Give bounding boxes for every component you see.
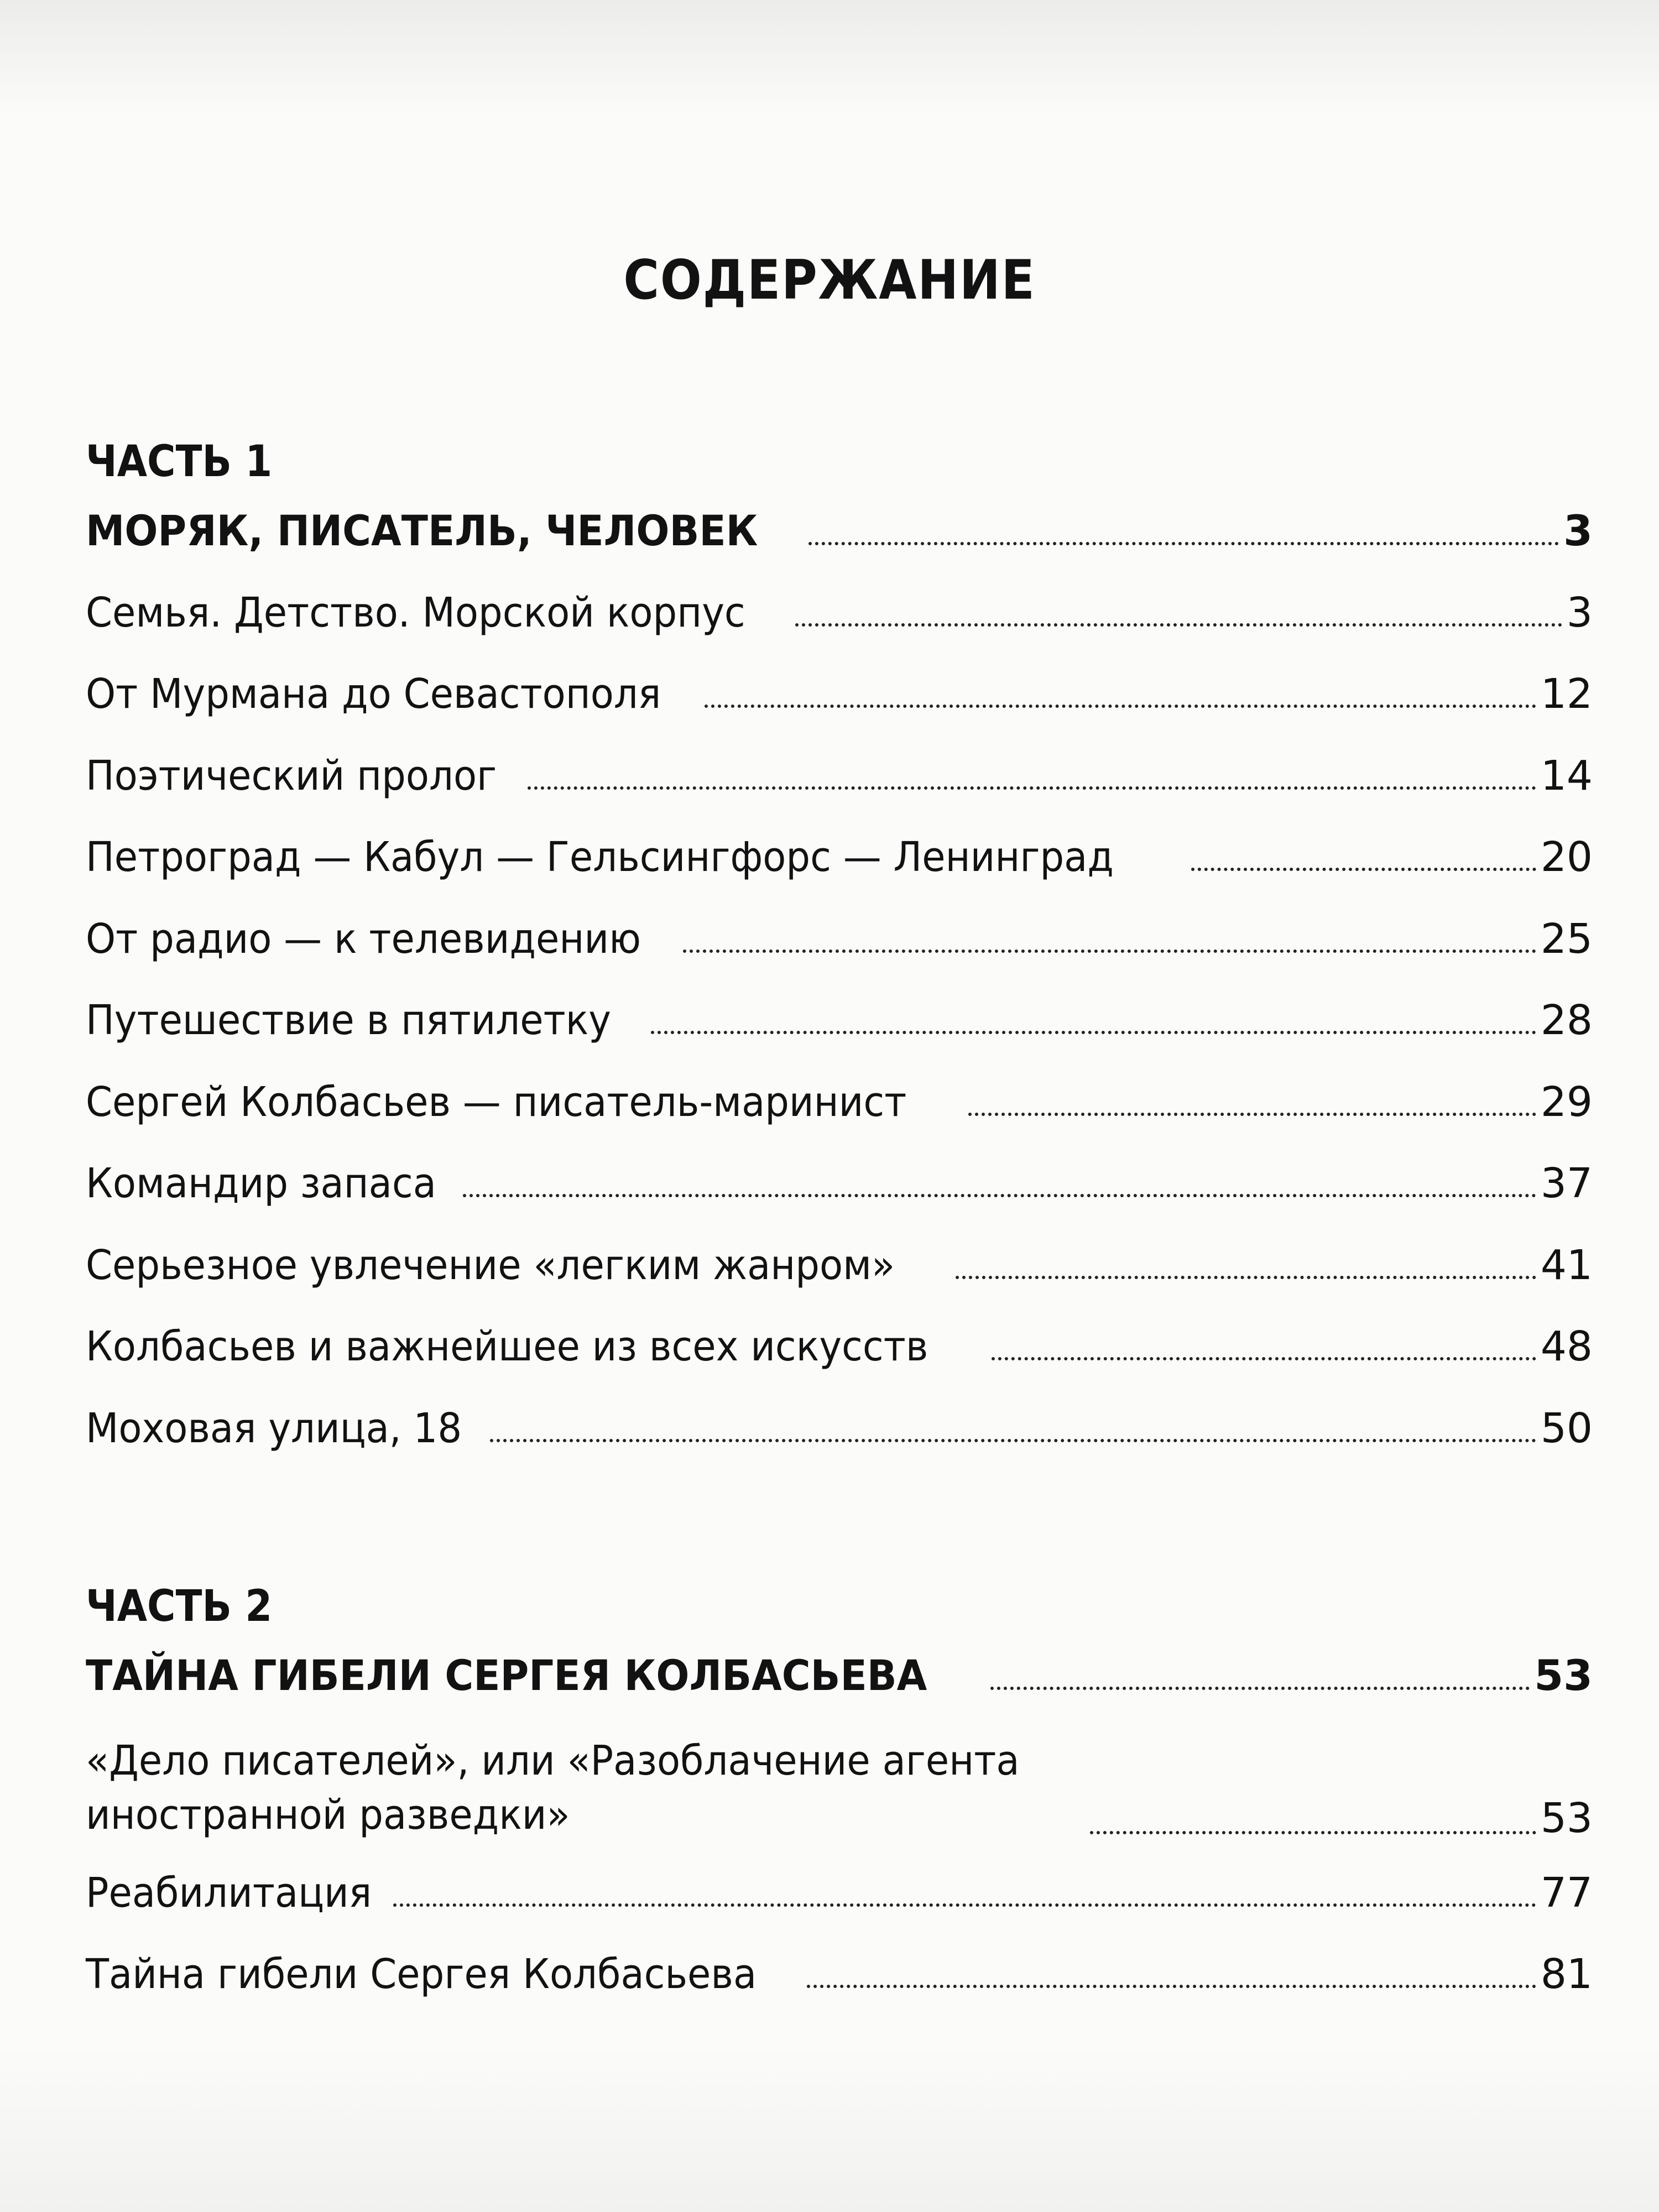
toc-entry-page: 53 bbox=[1540, 1794, 1593, 1842]
toc-entry bbox=[86, 1950, 1593, 1998]
toc-entry-title-line-1: «Дело писателей», или «Разоблачение агента bbox=[86, 1737, 1020, 1785]
toc-entry-page: 20 bbox=[1540, 833, 1593, 881]
toc-entry bbox=[86, 752, 1593, 800]
page-title: СОДЕРЖАНИЕ bbox=[623, 249, 1036, 312]
toc-entry-page: 12 bbox=[1540, 670, 1593, 718]
toc-entry-page: 25 bbox=[1540, 915, 1593, 963]
toc-entry bbox=[86, 1241, 1593, 1289]
part-1-heading: ЧАСТЬ 1 bbox=[86, 437, 273, 487]
scan-shadow-bottom bbox=[0, 2046, 1659, 2212]
toc-entry bbox=[86, 1869, 1593, 1917]
toc-entry-title: МОРЯК, ПИСАТЕЛЬ, ЧЕЛОВЕК bbox=[86, 506, 758, 555]
toc-entry-page: 81 bbox=[1540, 1950, 1593, 1998]
toc-entry bbox=[86, 1078, 1593, 1126]
toc-entry bbox=[86, 1405, 1593, 1452]
toc-entry-page: 48 bbox=[1540, 1323, 1593, 1370]
toc-entry bbox=[86, 589, 1593, 637]
toc-entry-title: Путешествие в пятилетку bbox=[86, 997, 612, 1044]
toc-entry-title bbox=[86, 1734, 1020, 1842]
toc-entry bbox=[86, 506, 1593, 555]
toc-entry-page: 41 bbox=[1540, 1241, 1593, 1289]
dot-leader bbox=[1191, 868, 1536, 871]
toc-entry bbox=[86, 1323, 1593, 1370]
toc-entry bbox=[86, 997, 1593, 1044]
toc-entry-page: 77 bbox=[1540, 1869, 1593, 1917]
toc-entry-title: Реабилитация bbox=[86, 1869, 372, 1917]
dot-leader bbox=[1090, 1831, 1536, 1834]
toc-entry-page: 37 bbox=[1540, 1160, 1593, 1207]
toc-entry bbox=[86, 670, 1593, 718]
toc-entry-page: 3 bbox=[1563, 506, 1593, 555]
toc-entry bbox=[86, 915, 1593, 963]
dot-leader bbox=[808, 542, 1559, 545]
toc-entry bbox=[86, 833, 1593, 881]
toc-entry bbox=[86, 1734, 1593, 1842]
dot-leader bbox=[807, 1985, 1536, 1988]
toc-entry-page: 29 bbox=[1540, 1078, 1593, 1126]
toc-entry-title: Петроград — Кабул — Гельсингфорс — Ленинград bbox=[86, 833, 1114, 881]
toc-entry-page: 28 bbox=[1540, 997, 1593, 1044]
dot-leader bbox=[490, 1439, 1536, 1442]
dot-leader bbox=[651, 1031, 1536, 1034]
dot-leader bbox=[528, 786, 1536, 790]
toc-entry-title: Серьезное увлечение «легким жанром» bbox=[86, 1241, 895, 1289]
toc-entry bbox=[86, 1651, 1593, 1700]
dot-leader bbox=[795, 623, 1562, 627]
dot-leader bbox=[683, 950, 1536, 953]
toc-entry-page: 14 bbox=[1540, 752, 1593, 800]
dot-leader bbox=[956, 1276, 1536, 1279]
toc-entry-page: 3 bbox=[1566, 589, 1593, 637]
dot-leader bbox=[990, 1687, 1530, 1690]
toc-entry bbox=[86, 1160, 1593, 1207]
toc-entry-title-line-2: иностранной разведки» bbox=[86, 1791, 570, 1839]
dot-leader bbox=[968, 1113, 1536, 1116]
dot-leader bbox=[463, 1194, 1536, 1197]
toc-entry-title: Семья. Детство. Морской корпус bbox=[86, 589, 745, 637]
toc-entry-title: Тайна гибели Сергея Колбасьева bbox=[86, 1950, 757, 1998]
toc-entry-title: От радио — к телевидению bbox=[86, 915, 641, 963]
scan-shadow-top bbox=[0, 0, 1659, 116]
dot-leader bbox=[705, 705, 1536, 708]
part-2-heading: ЧАСТЬ 2 bbox=[86, 1582, 273, 1631]
dot-leader bbox=[393, 1903, 1536, 1907]
toc-entry-title: Командир запаса bbox=[86, 1160, 436, 1207]
toc-entry-title: ТАЙНА ГИБЕЛИ СЕРГЕЯ КОЛБАСЬЕВА bbox=[86, 1651, 927, 1700]
dot-leader bbox=[992, 1357, 1536, 1360]
toc-entry-page: 50 bbox=[1540, 1405, 1593, 1452]
toc-entry-page: 53 bbox=[1534, 1651, 1593, 1700]
toc-entry-title: Моховая улица, 18 bbox=[86, 1405, 462, 1452]
toc-entry-title: Колбасьев и важнейшее из всех искусств bbox=[86, 1323, 928, 1370]
toc-entry-title: Поэтический пролог bbox=[86, 752, 497, 800]
toc-entry-title: Сергей Колбасьев — писатель-маринист bbox=[86, 1078, 907, 1126]
toc-entry-title: От Мурмана до Севастополя bbox=[86, 670, 661, 718]
